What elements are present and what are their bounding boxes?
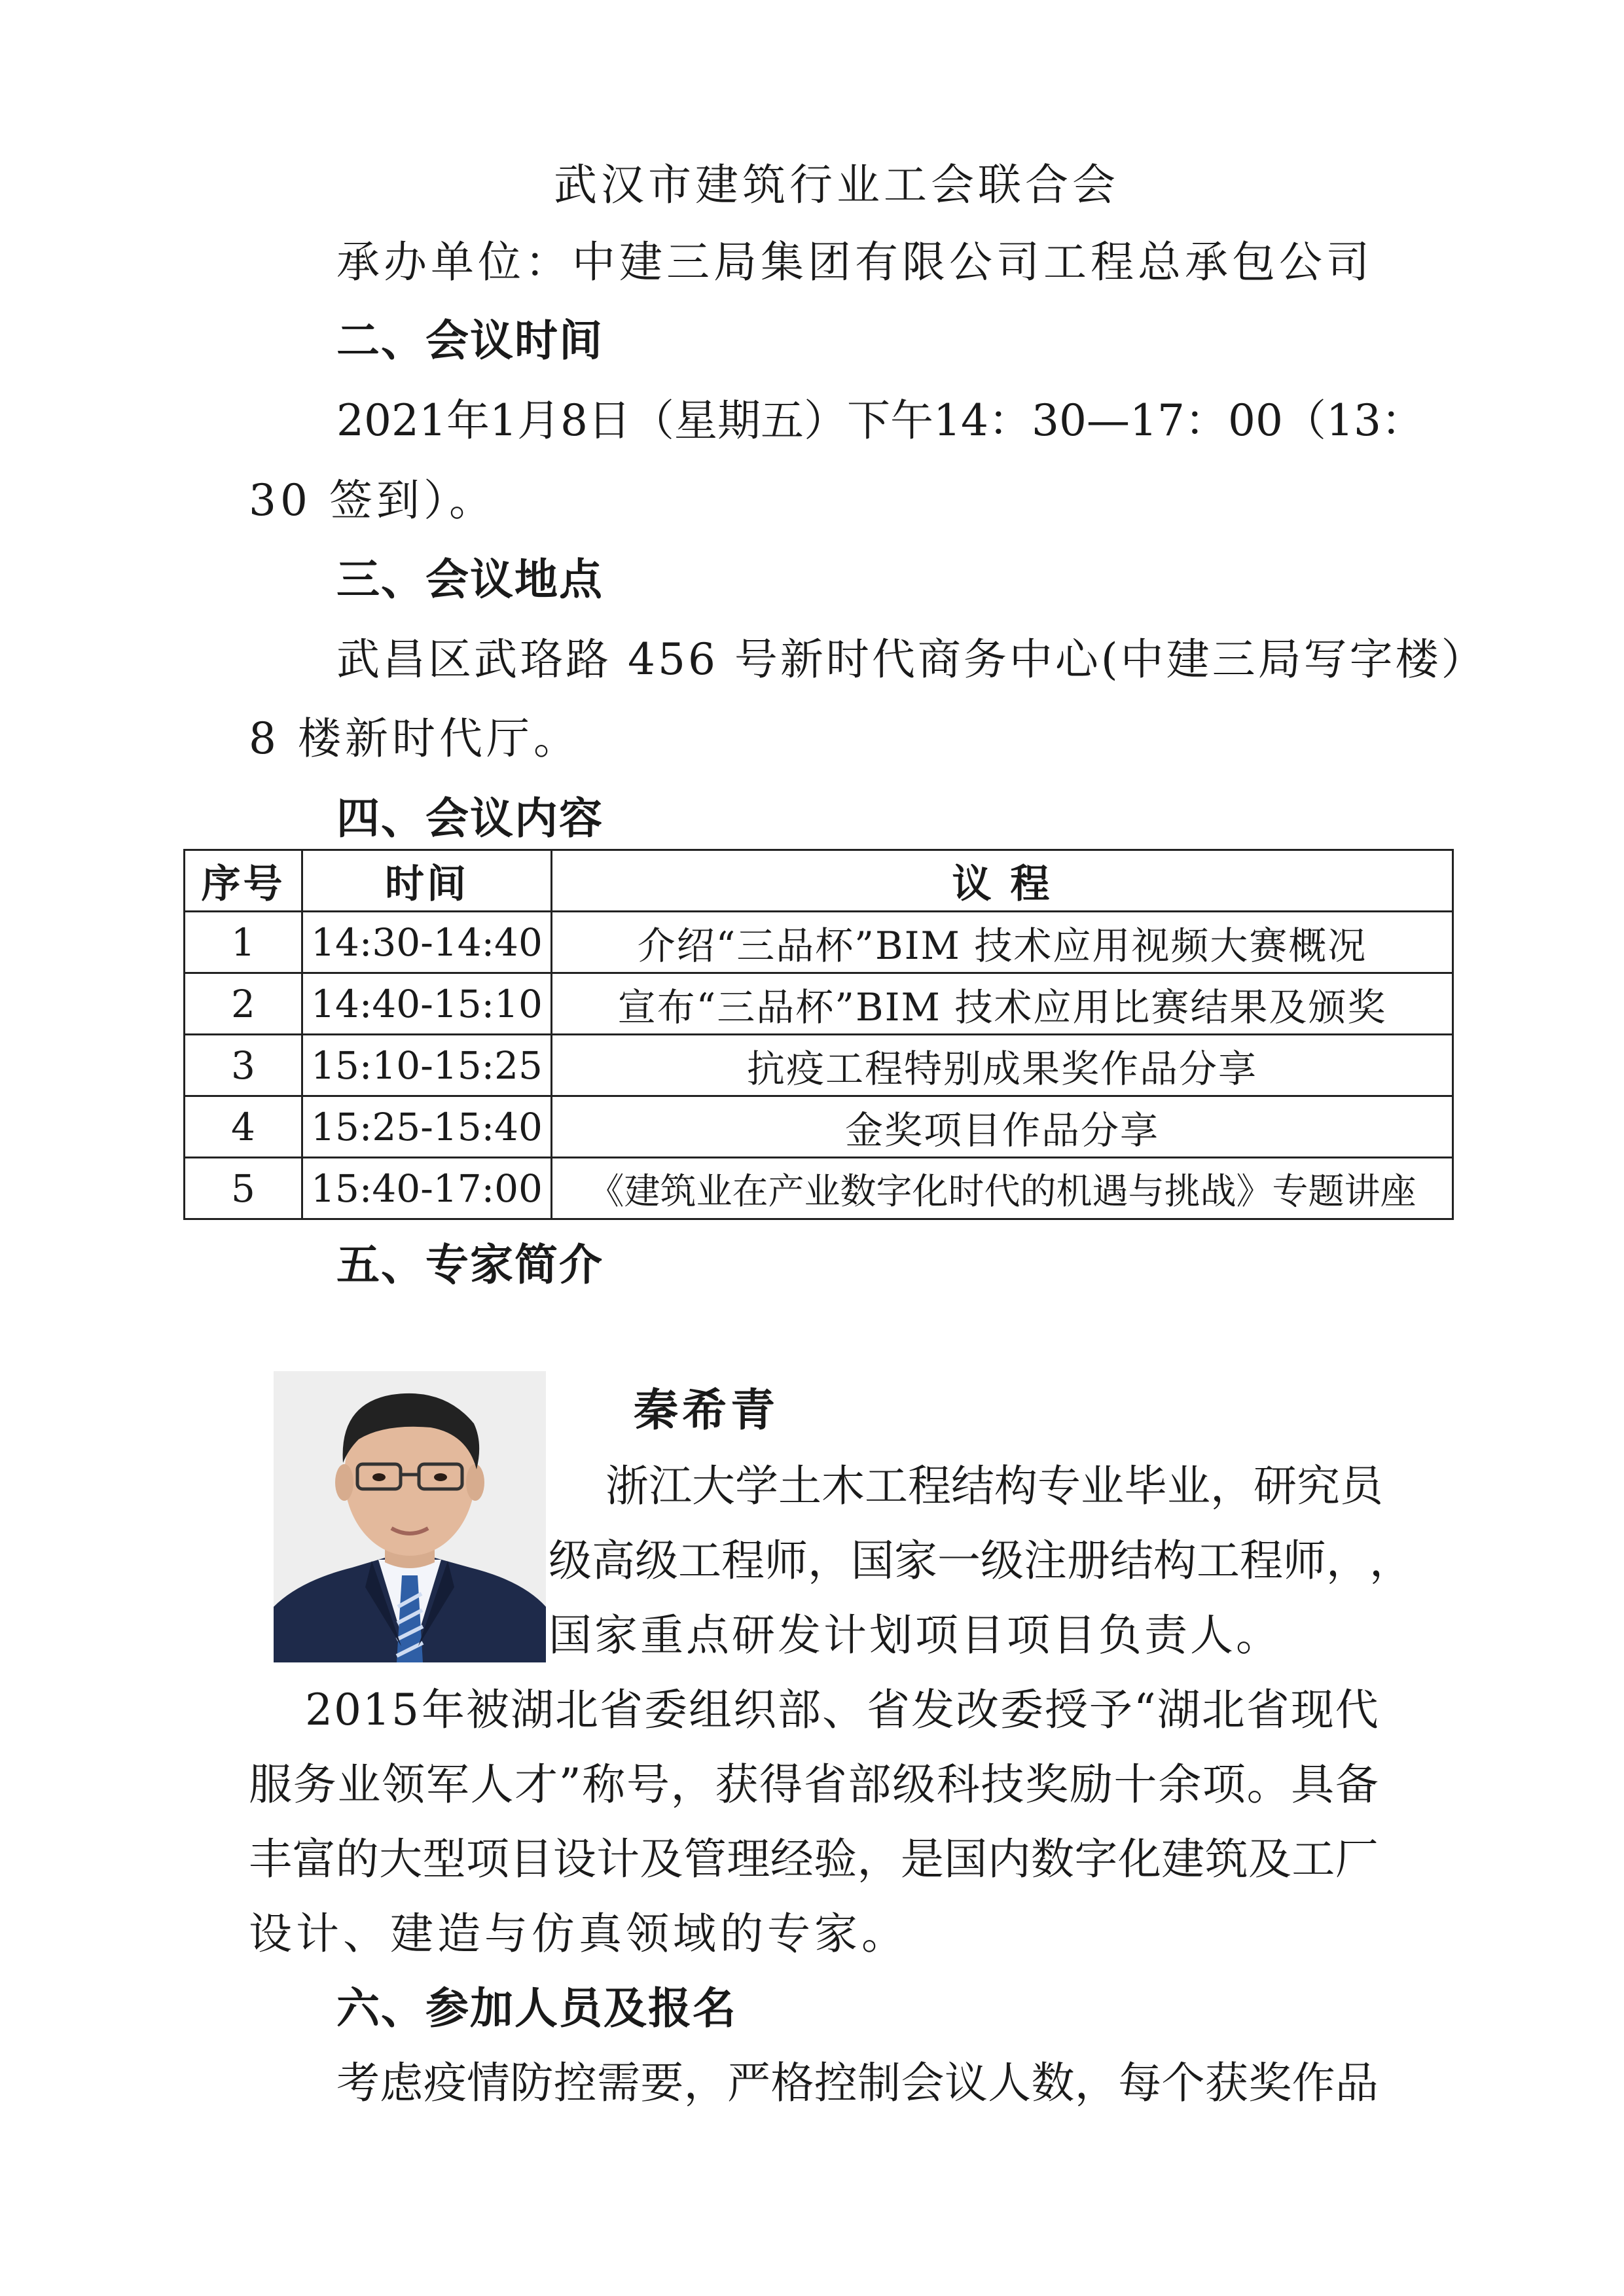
cell-item: 宣布“三品杯”BIM 技术应用比赛结果及颁奖 (552, 973, 1453, 1035)
expert-name: 秦希青 (634, 1385, 780, 1437)
organizer-line: 武汉市建筑行业工会联合会 (554, 160, 1119, 210)
header-time: 时间 (302, 850, 552, 912)
portrait-image (274, 1371, 546, 1662)
section-heading-time: 二、会议时间 (336, 315, 604, 366)
expert-bio-line: 级 高 级 工 程 师 ， 国 家 一 级 注 册 结 构 工 程 师 ， ， (549, 1535, 1413, 1586)
attend-text: 考 虑 疫 情 防 控 需 要 ， 严 格 控 制 会 议 人 数 ， 每 个 获 奖 作 品 (336, 2058, 1379, 2108)
section-heading-content: 四、会议内容 (336, 793, 604, 844)
table-row (185, 1158, 1453, 1219)
cell-time: 14:40-15:10 (302, 973, 552, 1035)
cell-item: 抗疫工程特别成果奖作品分享 (552, 1035, 1453, 1096)
cell-no: 5 (185, 1158, 302, 1219)
table-row (185, 912, 1453, 973)
time-text: 2 0 2 1 年 1 月 8 日 （ 星 期 五 ） 下 午 1 4 ： 3 0 — 1 7 ： 0 0 （ 1 3 ： (336, 395, 1424, 446)
cell-time: 15:10-15:25 (302, 1035, 552, 1096)
section-heading-place: 三、会议地点 (336, 554, 604, 605)
place-text: 武昌区武珞路 456 号新时代商务中心(中建三局写字楼） (336, 634, 1487, 685)
cell-time: 15:40-17:00 (302, 1158, 552, 1219)
expert-bio-line: 国家重点研发计划项目项目负责人。 (549, 1610, 1282, 1660)
cell-time: 14:30-14:40 (302, 912, 552, 973)
section-heading-attend: 六、参加人员及报名 (336, 1983, 737, 2034)
agenda-table (183, 849, 1454, 1220)
table-header-row (185, 850, 1453, 912)
cell-time: 15:25-15:40 (302, 1096, 552, 1158)
expert-bio-line: 丰 富 的 大 型 项 目 设 计 及 管 理 经 验 ， 是 国 内 数 字 化 建 筑 及 工 厂 (249, 1834, 1379, 1884)
section-heading-expert: 五、专家简介 (336, 1240, 604, 1290)
table-row (185, 1096, 1453, 1158)
table-row (185, 1035, 1453, 1096)
cell-no: 4 (185, 1096, 302, 1158)
cell-no: 3 (185, 1035, 302, 1096)
expert-bio-line: 2 0 1 5 年 被 湖 北 省 委 组 织 部 、 省 发 改 委 授 予 “ 湖 北 省 现 代 (305, 1685, 1379, 1735)
header-agenda: 议 程 (552, 850, 1453, 912)
cell-no: 2 (185, 973, 302, 1035)
expert-bio-line: 浙 江 大 学 土 木 工 程 结 构 专 业 毕 业 ， 研 究 员 (605, 1461, 1383, 1511)
table-row (185, 973, 1453, 1035)
cell-no: 1 (185, 912, 302, 973)
header-no: 序号 (185, 850, 302, 912)
place-text-cont: 8 楼新时代厅。 (249, 713, 581, 764)
cell-item: 《建筑业在产业数字化时代的机遇与挑战》专题讲座 (552, 1158, 1453, 1219)
expert-photo (274, 1371, 546, 1662)
host-line: 承办单位：中建三局集团有限公司工程总承包公司 (336, 237, 1373, 287)
time-text-cont: 30 签到）。 (249, 475, 496, 526)
cell-item: 金奖项目作品分享 (552, 1096, 1453, 1158)
cell-item: 介绍“三品杯”BIM 技术应用视频大赛概况 (552, 912, 1453, 973)
expert-bio-line: 设计、建造与仿真领域的专家。 (249, 1909, 909, 1959)
expert-bio-line: 服 务 业 领 军 人 才 ” 称 号 ， 获 得 省 部 级 科 技 奖 励 十 余 项 。 具 备 (249, 1759, 1379, 1810)
